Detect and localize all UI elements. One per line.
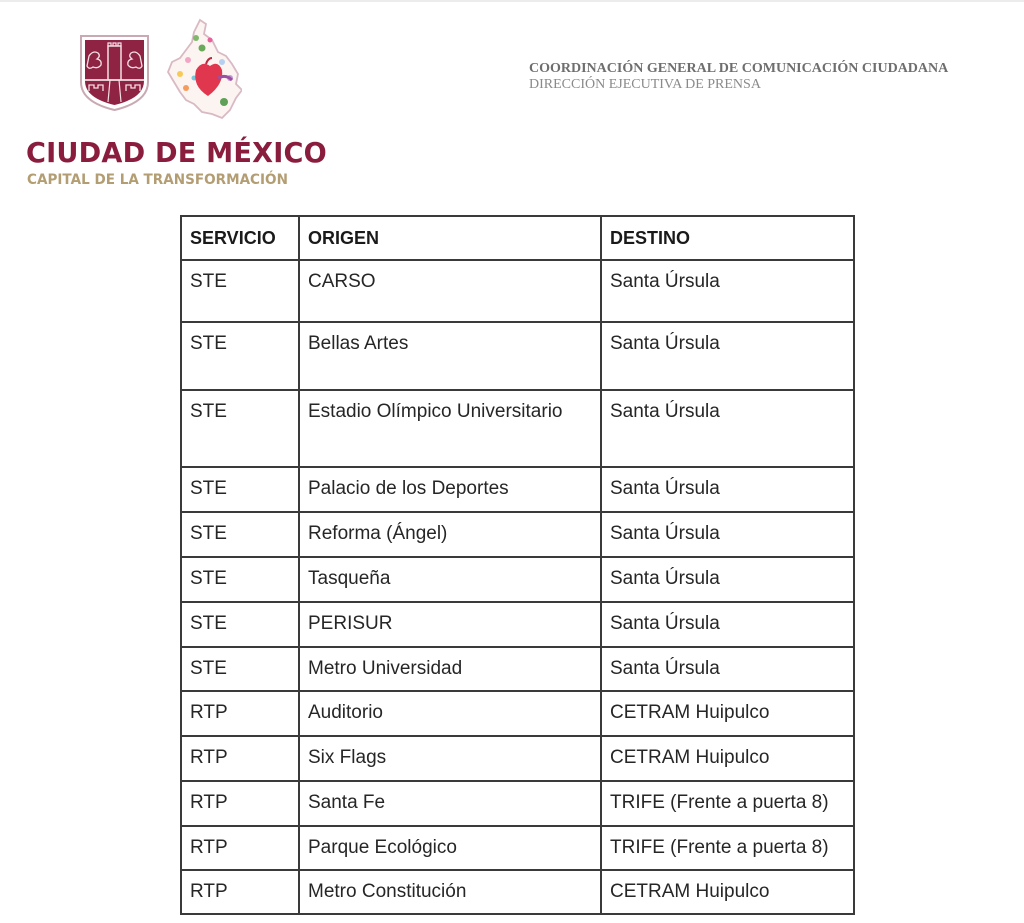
cell-origen: Metro Constitución	[299, 870, 601, 914]
table-header-row	[181, 216, 854, 260]
cell-destino: CETRAM Huipulco	[601, 736, 854, 781]
cell-destino: Santa Úrsula	[601, 647, 854, 691]
table-row	[181, 512, 854, 557]
brand-subtitle: CAPITAL DE LA TRANSFORMACIÓN	[27, 172, 288, 188]
cell-origen: Santa Fe	[299, 781, 601, 826]
cell-origen: Estadio Olímpico Universitario	[299, 390, 601, 467]
cell-origen: Tasqueña	[299, 557, 601, 602]
cell-destino: Santa Úrsula	[601, 390, 854, 467]
cell-origen: Bellas Artes	[299, 322, 601, 390]
cell-destino: TRIFE (Frente a puerta 8)	[601, 826, 854, 870]
cell-origen: Reforma (Ángel)	[299, 512, 601, 557]
cell-destino: Santa Úrsula	[601, 557, 854, 602]
cell-servicio: RTP	[181, 691, 299, 736]
cell-origen: PERISUR	[299, 602, 601, 647]
cell-servicio: RTP	[181, 826, 299, 870]
department-heading	[529, 61, 948, 93]
table-row	[181, 826, 854, 870]
cell-destino: CETRAM Huipulco	[601, 691, 854, 736]
cell-origen: Metro Universidad	[299, 647, 601, 691]
table-row	[181, 322, 854, 390]
cell-servicio: RTP	[181, 736, 299, 781]
cell-destino: Santa Úrsula	[601, 467, 854, 512]
cell-servicio: STE	[181, 467, 299, 512]
table-row	[181, 260, 854, 322]
column-header-servicio: SERVICIO	[181, 216, 299, 260]
table-row	[181, 781, 854, 826]
cell-destino: Santa Úrsula	[601, 512, 854, 557]
cdmx-heart-map-icon	[166, 18, 242, 120]
brand-title: CIUDAD DE MÉXICO	[26, 136, 327, 169]
column-header-destino: DESTINO	[601, 216, 854, 260]
cell-origen: Parque Ecológico	[299, 826, 601, 870]
cell-servicio: STE	[181, 390, 299, 467]
cell-servicio: RTP	[181, 781, 299, 826]
cell-servicio: STE	[181, 557, 299, 602]
cell-servicio: RTP	[181, 870, 299, 914]
cell-origen: CARSO	[299, 260, 601, 322]
table-row	[181, 870, 854, 914]
cell-destino: Santa Úrsula	[601, 602, 854, 647]
cell-destino: TRIFE (Frente a puerta 8)	[601, 781, 854, 826]
table-row	[181, 557, 854, 602]
cell-servicio: STE	[181, 647, 299, 691]
column-header-origen: ORIGEN	[299, 216, 601, 260]
cell-destino: CETRAM Huipulco	[601, 870, 854, 914]
cell-servicio: STE	[181, 602, 299, 647]
cell-servicio: STE	[181, 322, 299, 390]
routes-table	[180, 215, 855, 915]
table-row	[181, 467, 854, 512]
table-row	[181, 602, 854, 647]
department-line-2: DIRECCIÓN EJECUTIVA DE PRENSA	[529, 77, 761, 92]
cell-destino: Santa Úrsula	[601, 322, 854, 390]
cell-destino: Santa Úrsula	[601, 260, 854, 322]
cell-servicio: STE	[181, 260, 299, 322]
cell-origen: Six Flags	[299, 736, 601, 781]
table-row	[181, 691, 854, 736]
table-row	[181, 647, 854, 691]
city-shield-icon	[79, 34, 150, 112]
department-line-1: COORDINACIÓN GENERAL DE COMUNICACIÓN CIUDADANA	[529, 61, 949, 76]
cell-origen: Auditorio	[299, 691, 601, 736]
table-row	[181, 390, 854, 467]
cell-origen: Palacio de los Deportes	[299, 467, 601, 512]
cell-servicio: STE	[181, 512, 299, 557]
table-row	[181, 736, 854, 781]
top-border	[0, 0, 1024, 2]
